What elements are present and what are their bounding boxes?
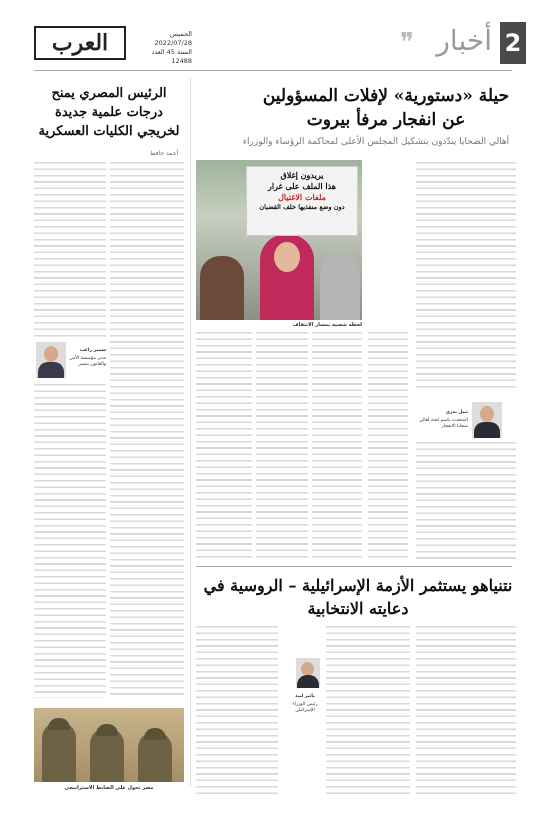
main-body-column-1b bbox=[416, 442, 516, 560]
main-body-column-6 bbox=[368, 332, 408, 560]
main-portrait-title: المتحدث باسم لجنة أهالي ضحايا الانفجار bbox=[419, 418, 468, 429]
soldier-helmet bbox=[96, 724, 118, 736]
issue-info bbox=[132, 30, 192, 66]
protester-face bbox=[274, 242, 300, 272]
sign-line: دون وضع منفذيها خلف القضبان bbox=[259, 203, 345, 211]
main-body-column-4 bbox=[256, 332, 308, 560]
quote-icon: ❞ bbox=[400, 28, 414, 58]
main-subheadline: أهالي الضحايا يندّدون بتشكيل المجلس الأعلى لمحاكمة الرؤساء والوزراء bbox=[242, 137, 510, 147]
divider bbox=[196, 566, 512, 567]
main-body-column-3 bbox=[196, 332, 252, 560]
crowd-figure bbox=[320, 252, 360, 320]
side-body-column-1 bbox=[110, 162, 184, 698]
sign-line: يريدون إغلاق bbox=[280, 170, 324, 180]
side-portrait bbox=[36, 342, 66, 378]
newspaper-logo[interactable]: العرب bbox=[34, 26, 126, 60]
portrait-head bbox=[44, 346, 58, 362]
second-body-column-3 bbox=[196, 626, 278, 794]
main-headline: حيلة «دستورية» لإفلات المسؤولين عن انفجار مرفأ بيروت bbox=[262, 86, 510, 130]
soldier-helmet bbox=[48, 718, 70, 730]
section-number: 2 bbox=[500, 22, 526, 64]
crowd-figure bbox=[200, 256, 244, 320]
second-body-column-2 bbox=[326, 626, 410, 794]
soldier-figure bbox=[42, 722, 76, 782]
portrait-head bbox=[301, 662, 314, 676]
divider bbox=[34, 70, 512, 71]
second-portrait-title: رئيس الوزراء الإسرائيلي bbox=[292, 702, 318, 713]
protest-photo-caption: لحظة شعبية بمسار الانتقاف bbox=[292, 322, 362, 328]
issue-numbers: السنة 45 العدد 12488 bbox=[151, 48, 192, 65]
protest-sign bbox=[246, 166, 358, 236]
side-portrait-name: سمير راغب bbox=[79, 348, 106, 353]
military-photo-caption: مصر تحول على الضابط الاستراتيجي bbox=[64, 785, 154, 791]
column-divider bbox=[190, 78, 191, 786]
main-portrait-name: نبيل بدري bbox=[445, 410, 468, 415]
issue-date: الخميس 2022/07/28 bbox=[154, 30, 192, 47]
main-body-column-1 bbox=[416, 162, 516, 392]
portrait-body bbox=[38, 362, 64, 378]
second-body-column-1 bbox=[416, 626, 516, 794]
portrait-body bbox=[297, 675, 319, 688]
main-body-column-5 bbox=[312, 332, 362, 560]
second-portrait-name: يائير لبيد bbox=[295, 694, 315, 699]
second-headline: نتنياهو يستثمر الأزمة الإسرائيلية – الروسية في دعايته الانتخابية bbox=[203, 576, 513, 618]
sign-line: ملفات الاغتيال bbox=[278, 192, 326, 202]
soldier-helmet bbox=[144, 728, 166, 740]
side-headline: الرئيس المصري يمنح درجات علمية جديدة لخريجي الكليات العسكرية bbox=[38, 86, 180, 139]
sign-line: هذا الملف على غرار bbox=[268, 181, 336, 191]
side-body-column-2 bbox=[34, 162, 106, 338]
portrait-head bbox=[480, 406, 494, 422]
side-author: أحمد حافظ bbox=[150, 150, 179, 157]
protest-photo bbox=[196, 160, 362, 320]
side-portrait-title: مدير مؤسسة الأمن والقانون بمصر bbox=[69, 356, 106, 367]
second-portrait bbox=[296, 658, 320, 688]
side-body-column-2b bbox=[34, 384, 106, 698]
section-title: أخبار bbox=[436, 24, 492, 57]
portrait-body bbox=[474, 422, 500, 438]
masthead bbox=[0, 0, 550, 78]
main-portrait bbox=[472, 402, 502, 438]
military-photo bbox=[34, 708, 184, 782]
soldier-figure bbox=[90, 728, 124, 782]
